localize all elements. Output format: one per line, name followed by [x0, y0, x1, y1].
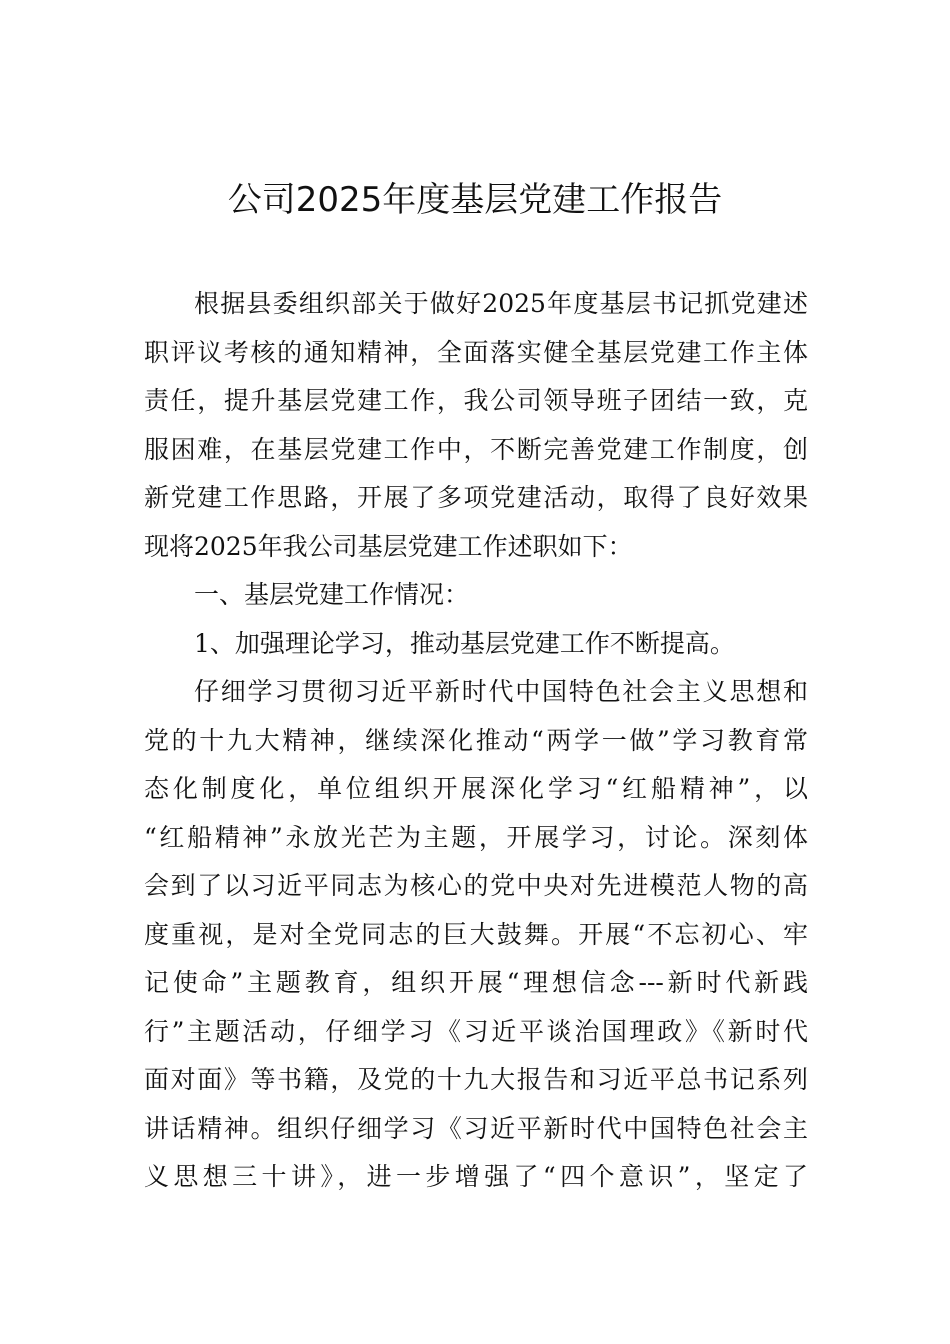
paragraph-line: 职评议考核的通知精神，全面落实健全基层党建工作主体 — [144, 337, 808, 367]
document-body — [144, 280, 808, 1202]
paragraph-line: 现将2025年我公司基层党建工作述职如下： — [144, 531, 633, 561]
paragraph-line: 根据县委组织部关于做好2025年度基层书记抓党建述 — [194, 289, 808, 318]
paragraph-line: 度重视，是对全党同志的巨大鼓舞。开展“不忘初心、牢 — [144, 919, 808, 949]
paragraph-line: 记使命”主题教育，组织开展“理想信念---新时代新践 — [144, 968, 808, 997]
paragraph-line: 讲话精神。组织仔细学习《习近平新时代中国特色社会主 — [144, 1113, 808, 1143]
paragraph-line: “红船精神”永放光芒为主题，开展学习，讨论。深刻体 — [144, 822, 808, 852]
paragraph-line: 党的十九大精神，继续深化推动“两学一做”学习教育常 — [144, 725, 808, 755]
paragraph-line: 会到了以习近平同志为核心的党中央对先进模范人物的高 — [144, 871, 808, 900]
section-heading: 一、基层党建工作情况： — [194, 580, 470, 609]
paragraph-line: 义思想三十讲》，进一步增强了“四个意识”，坚定了 — [144, 1162, 808, 1191]
paragraph-line: 服困难，在基层党建工作中，不断完善党建工作制度，创 — [144, 434, 808, 464]
document-title: 公司2025年度基层党建工作报告 — [227, 180, 723, 220]
subsection-heading: 1、加强理论学习，推动基层党建工作不断提高。 — [194, 628, 735, 658]
paragraph-line: 态化制度化，单位组织开展深化学习“红船精神”，以 — [144, 774, 808, 803]
paragraph-line: 行”主题活动，仔细学习《习近平谈治国理政》《新时代 — [144, 1016, 808, 1046]
paragraph-line: 仔细学习贯彻习近平新时代中国特色社会主义思想和 — [194, 677, 808, 706]
paragraph-line: 新党建工作思路，开展了多项党建活动，取得了良好效果 — [144, 483, 808, 512]
paragraph-line: 责任，提升基层党建工作，我公司领导班子团结一致，克 — [144, 386, 808, 415]
paragraph-line: 面对面》等书籍，及党的十九大报告和习近平总书记系列 — [144, 1065, 808, 1094]
